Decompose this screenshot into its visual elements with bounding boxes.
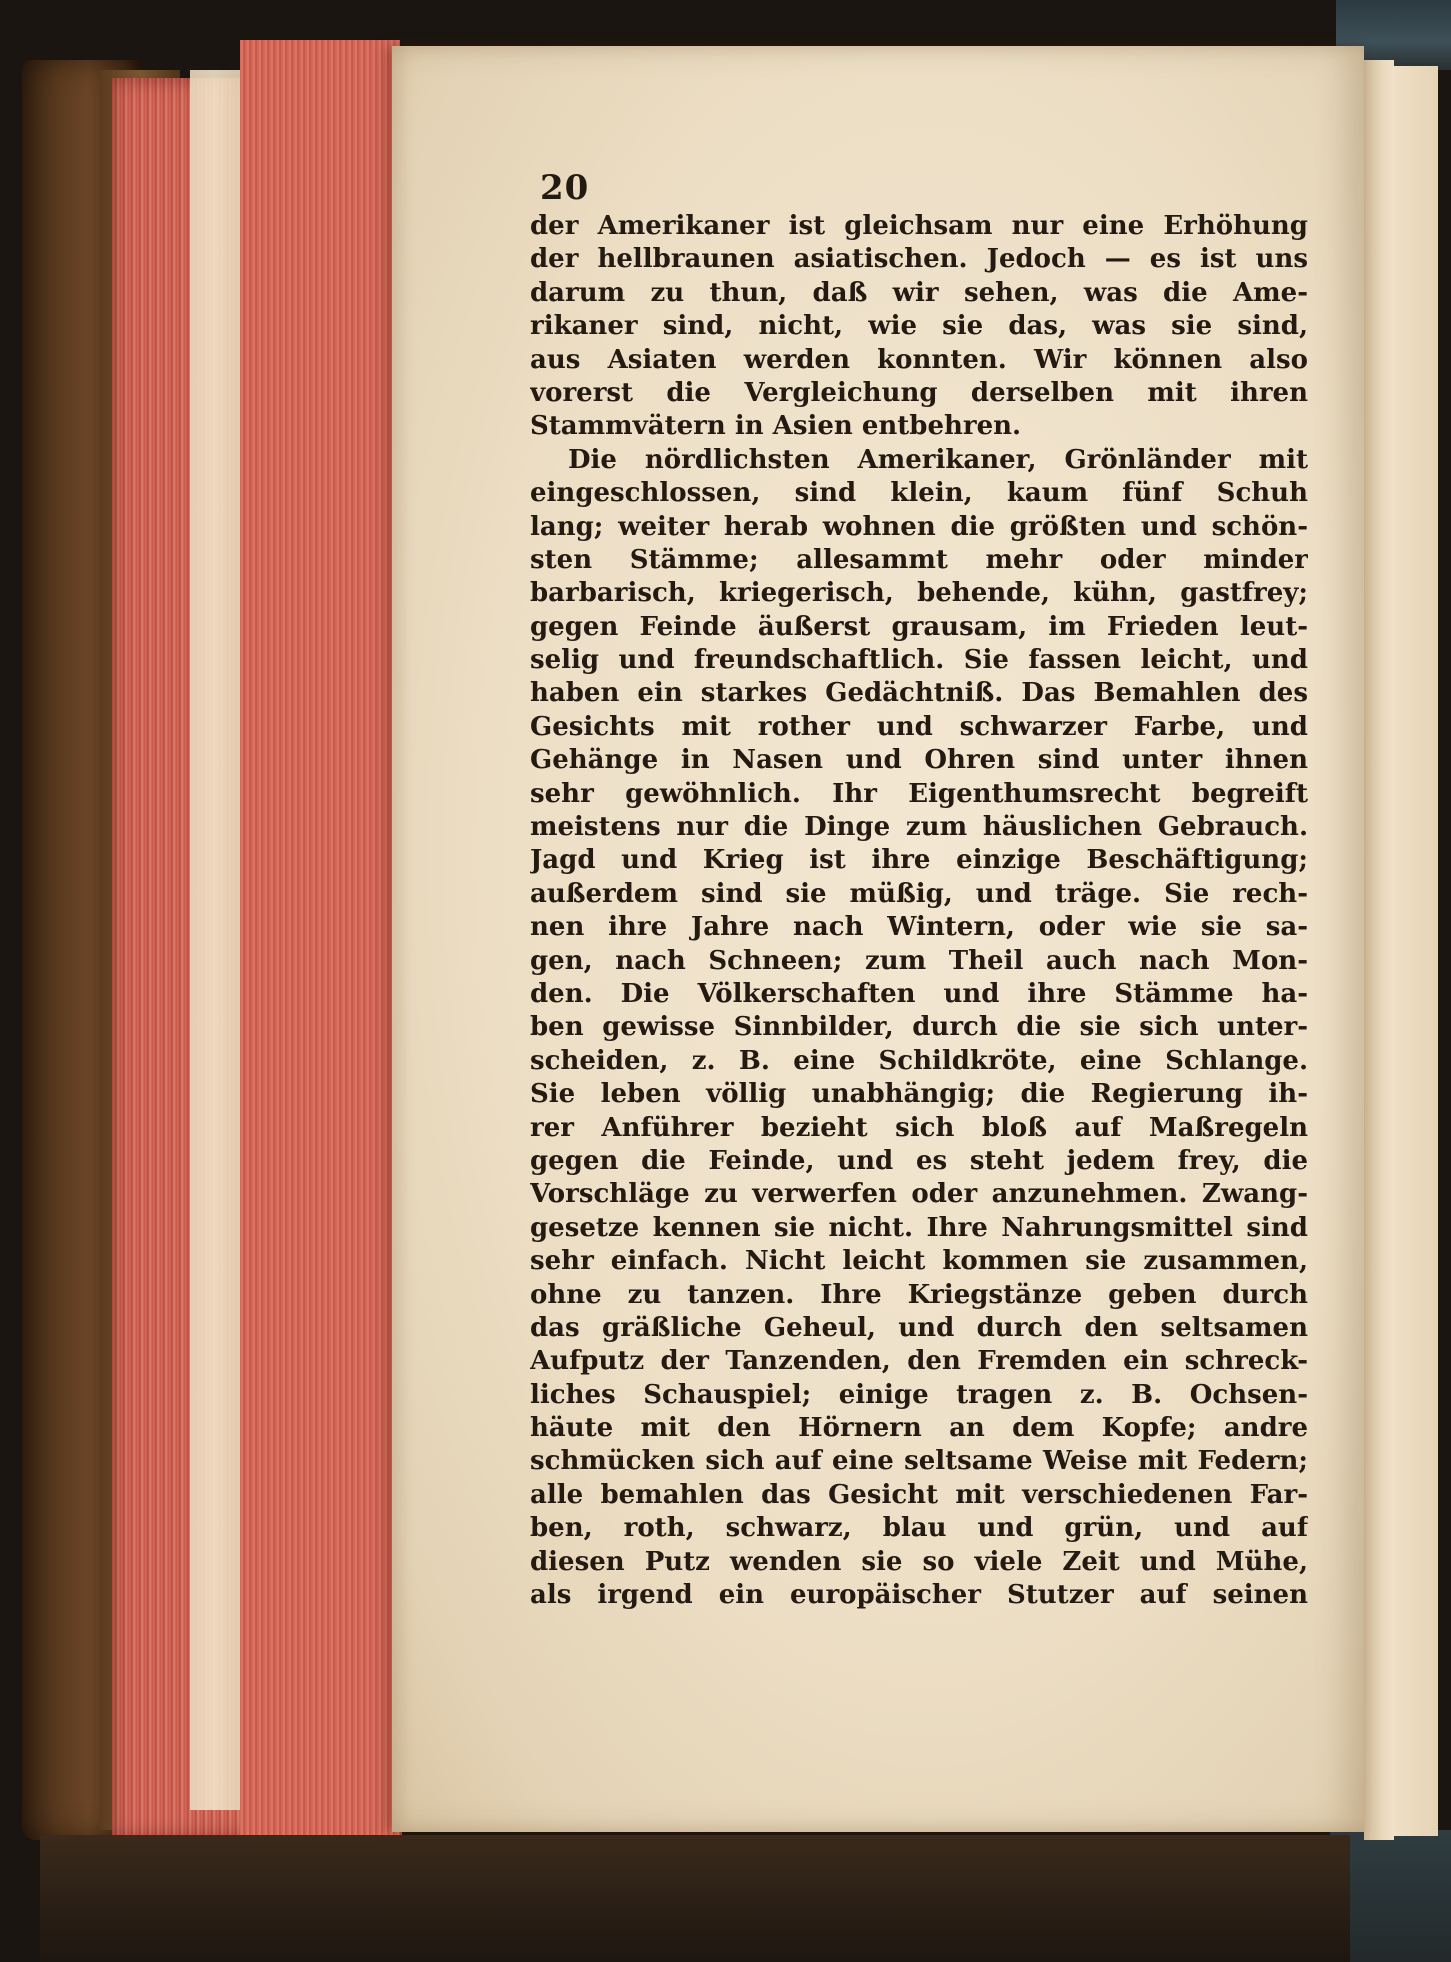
text-line: aus Asiaten werden konnten. Wir können also bbox=[530, 344, 1308, 375]
text-line: eingeschlossen, sind klein, kaum fünf Schuh bbox=[530, 478, 1308, 509]
text-line: meistens nur die Dinge zum häuslichen Gebrauch. bbox=[530, 812, 1308, 843]
text-line: ben gewisse Sinnbilder, durch die sie sich unter- bbox=[530, 1012, 1308, 1043]
text-line: der Amerikaner ist gleichsam nur eine Erhöhung bbox=[530, 211, 1308, 241]
text-line: rikaner sind, nicht, wie sie das, was sie sind, bbox=[530, 311, 1308, 342]
text-line: gen, nach Schneen; zum Theil auch nach Mon- bbox=[530, 945, 1308, 976]
red-page-edges-top bbox=[240, 40, 400, 1840]
text-line: lang; weiter herab wohnen die größten und schön- bbox=[530, 511, 1308, 542]
text-line: Gehänge in Nasen und Ohren sind unter ihnen bbox=[530, 745, 1308, 776]
text-line: gesetze kennen sie nicht. Ihre Nahrungsmittel sind bbox=[530, 1212, 1308, 1243]
text-line: rer Anführer bezieht sich bloß auf Maßregeln bbox=[530, 1112, 1308, 1143]
text-line: diesen Putz wenden sie so viele Zeit und Mühe, bbox=[530, 1546, 1308, 1577]
text-line: Gesichts mit rother und schwarzer Farbe, und bbox=[530, 711, 1308, 742]
text-line: darum zu thun, daß wir sehen, was die Ame- bbox=[530, 277, 1308, 308]
text-line: vorerst die Vergleichung derselben mit ihren bbox=[530, 377, 1308, 408]
text-line: außerdem sind sie müßig, und träge. Sie rech- bbox=[530, 878, 1308, 909]
text-line: liches Schauspiel; einige tragen z. B. Ochsen- bbox=[530, 1379, 1308, 1410]
text-line: schmücken sich auf eine seltsame Weise mit Federn; bbox=[530, 1446, 1308, 1477]
text-line: haben ein starkes Gedächtniß. Das Bemahlen des bbox=[530, 678, 1308, 709]
text-line: als irgend ein europäischer Stutzer auf seinen bbox=[530, 1580, 1308, 1611]
text-line: selig und freundschaftlich. Sie fassen leicht, und bbox=[530, 645, 1308, 676]
page-text bbox=[530, 210, 1308, 1612]
text-line: ben, roth, schwarz, blau und grün, und auf bbox=[530, 1513, 1308, 1544]
text-line: sehr gewöhnlich. Ihr Eigenthumsrecht begreift bbox=[530, 778, 1308, 809]
text-line: häute mit den Hörnern an dem Kopfe; andre bbox=[530, 1413, 1308, 1444]
text-line: Vorschläge zu verwerfen oder anzunehmen. Zwang- bbox=[530, 1179, 1308, 1210]
text-line: Die nördlichsten Amerikaner, Grönländer mit bbox=[568, 444, 1308, 475]
text-line: der hellbraunen asiatischen. Jedoch — es ist uns bbox=[530, 244, 1308, 275]
text-line: scheiden, z. B. eine Schildkröte, eine Schlange. bbox=[530, 1045, 1308, 1076]
text-line: sehr einfach. Nicht leicht kommen sie zusammen, bbox=[530, 1246, 1308, 1277]
text-line: Jagd und Krieg ist ihre einzige Beschäftigung; bbox=[530, 845, 1308, 876]
text-line: sten Stämme; allesammt mehr oder minder bbox=[530, 544, 1308, 575]
text-line: Aufputz der Tanzenden, den Fremden ein schreck- bbox=[530, 1346, 1308, 1377]
page-number: 20 bbox=[540, 168, 590, 208]
text-line: Stammvätern in Asien entbehren. bbox=[530, 411, 1022, 442]
text-line: barbarisch, kriegerisch, behende, kühn, gastfrey; bbox=[530, 578, 1308, 609]
text-line: gegen die Feinde, und es steht jedem frey, die bbox=[530, 1145, 1308, 1176]
facing-page bbox=[1394, 66, 1438, 1836]
binding-bottom bbox=[40, 1835, 1350, 1962]
text-line: nen ihre Jahre nach Wintern, oder wie sie sa- bbox=[530, 912, 1308, 943]
text-line: den. Die Völkerschaften und ihre Stämme ha- bbox=[530, 978, 1308, 1009]
text-line: alle bemahlen das Gesicht mit verschiedenen Far- bbox=[530, 1479, 1308, 1510]
text-line: gegen Feinde äußerst grausam, im Frieden leut- bbox=[530, 611, 1308, 642]
text-line: Sie leben völlig unabhängig; die Regierung ih- bbox=[530, 1079, 1308, 1110]
text-line: das gräßliche Geheul, und durch den seltsamen bbox=[530, 1312, 1308, 1343]
page-gutter bbox=[1364, 60, 1394, 1840]
text-line: ohne zu tanzen. Ihre Kriegstänze geben durch bbox=[530, 1279, 1308, 1310]
